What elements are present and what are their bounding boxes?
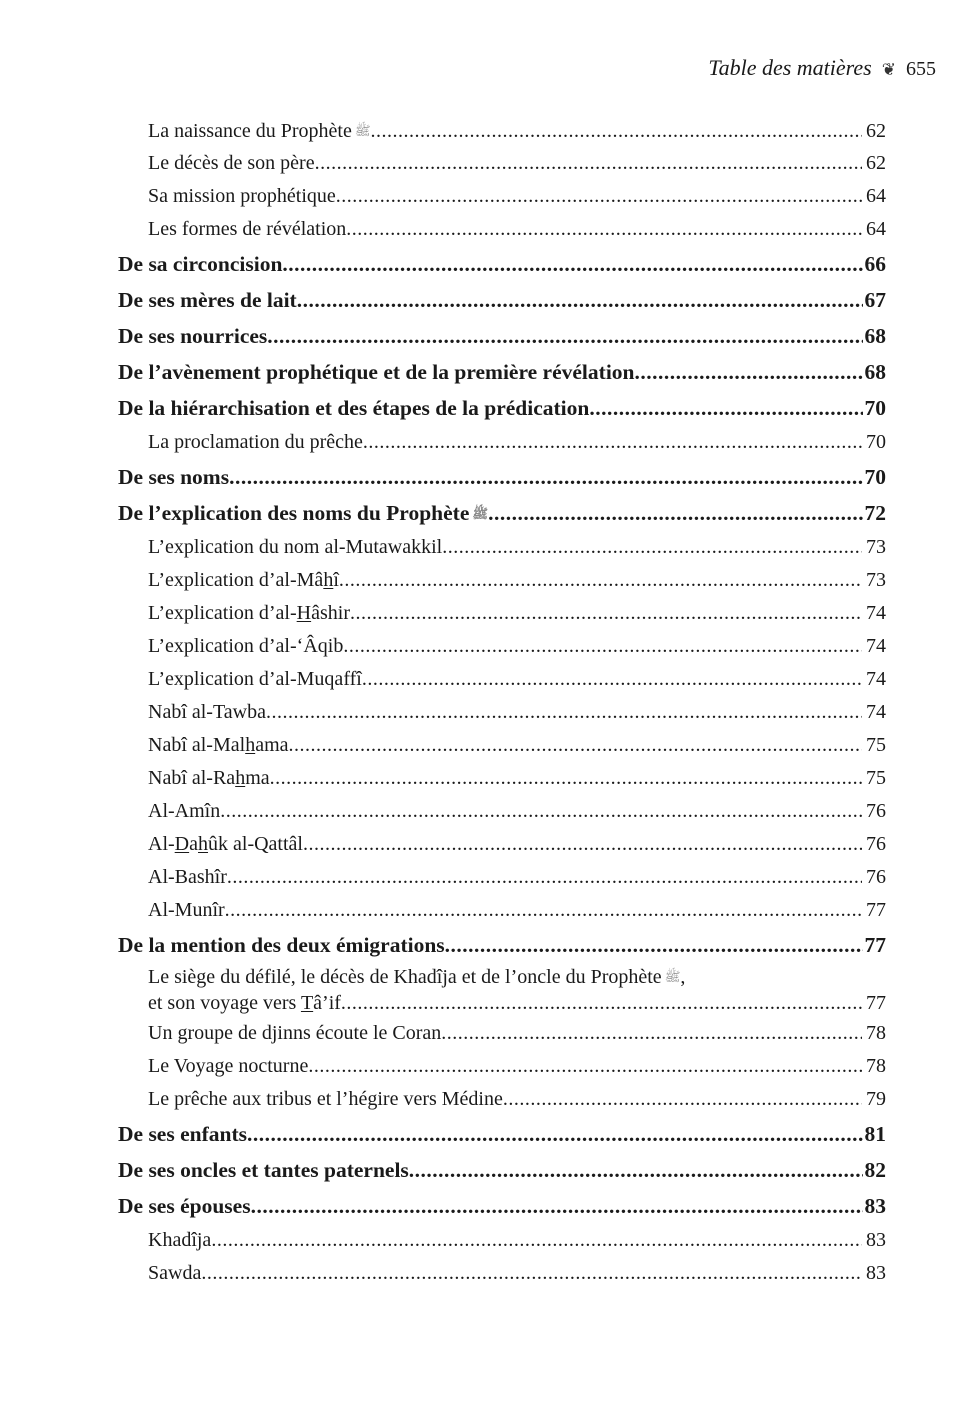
toc-entry[interactable] xyxy=(118,861,886,894)
toc-entry-title: L’explication d’al-Mâhî xyxy=(148,569,339,591)
toc-chapter-page: 81 xyxy=(864,1122,886,1146)
toc-entry-page: 77 xyxy=(866,992,886,1014)
toc-chapter[interactable] xyxy=(118,354,886,390)
toc-chapter-page: 70 xyxy=(864,465,886,489)
leader-dots xyxy=(211,1224,862,1257)
toc-chapter-page: 83 xyxy=(864,1194,886,1218)
toc-chapter[interactable] xyxy=(118,1116,886,1152)
toc-chapter-page: 82 xyxy=(864,1158,886,1182)
toc-entry-title: Nabî al-Tawba xyxy=(148,701,266,723)
toc-chapter[interactable] xyxy=(118,1188,886,1224)
toc-entry-page: 76 xyxy=(866,800,886,822)
toc-entry-page: 77 xyxy=(866,899,886,921)
table-of-contents xyxy=(118,114,886,1290)
toc-chapter[interactable] xyxy=(118,495,886,531)
toc-entry-title: La proclamation du prêche xyxy=(148,431,363,453)
toc-entry-page: 75 xyxy=(866,767,886,789)
running-title: Table des matières xyxy=(708,55,872,80)
toc-entry-title: Al-Amîn xyxy=(148,800,221,822)
toc-chapter-title: De ses mères de lait xyxy=(118,288,297,312)
toc-entry-title: Khadîja xyxy=(148,1229,212,1251)
toc-chapter-title: De ses épouses xyxy=(118,1194,251,1218)
toc-entry-page: 70 xyxy=(866,431,886,453)
toc-entry[interactable] xyxy=(118,630,886,663)
toc-entry-page: 74 xyxy=(866,635,886,657)
toc-chapter-page: 70 xyxy=(864,396,886,420)
leader-dots xyxy=(371,115,862,147)
toc-chapter[interactable] xyxy=(118,246,886,282)
leader-dots xyxy=(225,894,862,927)
toc-chapter-page: 68 xyxy=(864,324,886,348)
leader-dots xyxy=(635,354,863,390)
toc-entry[interactable] xyxy=(118,531,886,564)
toc-entry-page: 75 xyxy=(866,734,886,756)
toc-entry-title: Le Voyage nocturne xyxy=(148,1055,309,1077)
toc-entry-page: 83 xyxy=(866,1229,886,1251)
toc-entry-page: 64 xyxy=(866,218,886,240)
leader-dots xyxy=(350,597,862,630)
toc-chapter[interactable] xyxy=(118,282,886,318)
leader-dots xyxy=(251,1188,863,1224)
toc-entry-title: Sawda xyxy=(148,1262,202,1284)
toc-entry-title: L’explication d’al-Muqaffî xyxy=(148,668,362,690)
toc-entry-title: Sa mission prophétique xyxy=(148,185,336,207)
toc-entry-title-line1: Le siège du défilé, le décès de Khadîja et de l’oncle du Prophète ﷺ, xyxy=(148,963,886,990)
leader-dots xyxy=(445,927,863,963)
toc-chapter[interactable] xyxy=(118,318,886,354)
toc-entry-page: 79 xyxy=(866,1088,886,1110)
toc-chapter-page: 72 xyxy=(864,501,886,525)
toc-entry[interactable] xyxy=(118,1017,886,1050)
toc-entry[interactable] xyxy=(118,213,886,246)
toc-entry[interactable] xyxy=(118,1224,886,1257)
toc-entry-title: Nabî al-Rahma xyxy=(148,767,270,789)
toc-chapter-title: De la mention des deux émigrations xyxy=(118,933,445,957)
toc-entry-page: 74 xyxy=(866,701,886,723)
leader-dots xyxy=(229,459,862,495)
toc-entry-page: 62 xyxy=(866,152,886,174)
leader-dots xyxy=(201,1257,862,1290)
page-number: 655 xyxy=(906,58,936,80)
toc-entry-title: Al-Dahûk al-Qattâl xyxy=(148,833,303,855)
toc-entry-title: Nabî al-Malhama xyxy=(148,734,289,756)
leader-dots xyxy=(503,1083,862,1116)
toc-entry-page: 74 xyxy=(866,602,886,624)
toc-entry[interactable] xyxy=(118,180,886,213)
toc-chapter-page: 77 xyxy=(864,933,886,957)
salutation-icon: ﷺ xyxy=(354,123,371,138)
toc-entry-page: 78 xyxy=(866,1022,886,1044)
toc-entry-title: Un groupe de djinns écoute le Coran xyxy=(148,1022,442,1044)
toc-chapter-page: 68 xyxy=(864,360,886,384)
salutation-icon: ﷺ xyxy=(664,969,681,984)
leader-dots xyxy=(362,663,862,696)
leader-dots xyxy=(289,729,863,762)
leader-dots xyxy=(227,861,862,894)
toc-entry-title: Al-Bashîr xyxy=(148,866,227,888)
floral-ornament-icon: ❦ xyxy=(881,60,896,79)
toc-chapter-title: De ses noms xyxy=(118,465,230,489)
toc-chapter-title: De l’explication des noms du Prophète ﷺ xyxy=(118,495,488,531)
leader-dots xyxy=(488,495,862,531)
leader-dots xyxy=(441,1017,862,1050)
toc-entry-page: 83 xyxy=(866,1262,886,1284)
toc-entry-title: La naissance du Prophète ﷺ xyxy=(148,114,371,147)
toc-entry[interactable] xyxy=(118,663,886,696)
leader-dots xyxy=(336,180,862,213)
leader-dots xyxy=(346,213,862,246)
toc-entry-title: Le décès de son père xyxy=(148,152,315,174)
leader-dots xyxy=(442,531,862,564)
leader-dots xyxy=(220,795,862,828)
toc-entry-page: 62 xyxy=(866,120,886,142)
toc-entry[interactable] xyxy=(118,426,886,459)
leader-dots xyxy=(282,246,862,282)
leader-dots xyxy=(363,426,862,459)
toc-chapter[interactable] xyxy=(118,927,886,963)
toc-entry[interactable] xyxy=(118,1083,886,1116)
salutation-icon: ﷺ xyxy=(472,506,489,521)
leader-dots xyxy=(339,564,862,597)
toc-entry-title: Le prêche aux tribus et l’hégire vers Médine xyxy=(148,1088,503,1110)
toc-entry[interactable] xyxy=(118,795,886,828)
toc-entry[interactable] xyxy=(118,564,886,597)
toc-entry[interactable] xyxy=(118,696,886,729)
toc-entry-page: 74 xyxy=(866,668,886,690)
toc-entry-title: L’explication du nom al-Mutawakkil xyxy=(148,536,443,558)
toc-entry[interactable] xyxy=(118,894,886,927)
toc-chapter[interactable] xyxy=(118,459,886,495)
toc-chapter-title: De ses oncles et tantes paternels xyxy=(118,1158,409,1182)
toc-entry-page: 76 xyxy=(866,833,886,855)
leader-dots xyxy=(315,147,862,180)
toc-chapter-title: De ses nourrices xyxy=(118,324,268,348)
toc-entry[interactable] xyxy=(118,828,886,861)
toc-chapter-title: De l’avènement prophétique et de la première révélation xyxy=(118,360,635,384)
toc-entry-title: Les formes de révélation xyxy=(148,218,347,240)
toc-entry-title: L’explication d’al-‘Âqib xyxy=(148,635,344,657)
toc-entry[interactable] xyxy=(118,762,886,795)
toc-entry-multiline[interactable] xyxy=(118,963,886,1017)
toc-chapter[interactable] xyxy=(118,1152,886,1188)
toc-entry[interactable] xyxy=(118,1050,886,1083)
leader-dots xyxy=(343,630,862,663)
toc-entry[interactable] xyxy=(118,729,886,762)
leader-dots xyxy=(341,990,862,1017)
leader-dots xyxy=(270,762,862,795)
toc-entry-page: 64 xyxy=(866,185,886,207)
toc-entry-title-line2: et son voyage vers Tâ’if ..... 77 xyxy=(148,990,886,1017)
leader-dots xyxy=(303,828,862,861)
toc-chapter-title: De ses enfants xyxy=(118,1122,247,1146)
leader-dots xyxy=(589,390,862,426)
toc-entry[interactable] xyxy=(118,114,886,147)
leader-dots xyxy=(409,1152,863,1188)
toc-entry-page: 78 xyxy=(866,1055,886,1077)
toc-entry-title: L’explication d’al-Hâshir xyxy=(148,602,350,624)
toc-entry-title: Al-Munîr xyxy=(148,899,225,921)
toc-entry[interactable] xyxy=(118,1257,886,1290)
toc-entry-page: 73 xyxy=(866,536,886,558)
toc-entry[interactable] xyxy=(118,597,886,630)
toc-chapter-page: 66 xyxy=(864,252,886,276)
leader-dots xyxy=(247,1116,863,1152)
toc-entry-page: 73 xyxy=(866,569,886,591)
running-head xyxy=(708,55,936,81)
toc-chapter[interactable] xyxy=(118,390,886,426)
leader-dots xyxy=(266,696,862,729)
toc-chapter-title: De sa circoncision xyxy=(118,252,283,276)
toc-chapter-title: De la hiérarchisation et des étapes de la prédication xyxy=(118,396,590,420)
leader-dots xyxy=(297,282,863,318)
toc-entry[interactable] xyxy=(118,147,886,180)
toc-entry-page: 76 xyxy=(866,866,886,888)
leader-dots xyxy=(308,1050,862,1083)
leader-dots xyxy=(267,318,862,354)
toc-chapter-page: 67 xyxy=(864,288,886,312)
